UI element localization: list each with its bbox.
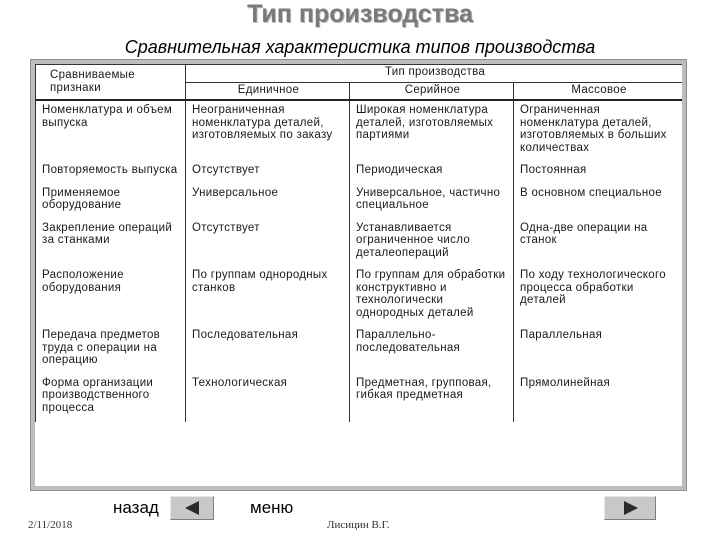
table-row bbox=[36, 158, 683, 181]
row-unit: Универсальное bbox=[186, 181, 350, 216]
slide-subtitle: Сравнительная характеристика типов производства bbox=[124, 37, 596, 57]
table-row bbox=[36, 323, 683, 371]
row-feature: Номенклатура и объем выпуска bbox=[36, 100, 186, 158]
table-row bbox=[36, 100, 683, 158]
table-row bbox=[36, 263, 683, 323]
arrow-right-icon bbox=[624, 501, 638, 515]
row-mass: Одна-две операции на станок bbox=[514, 216, 683, 264]
header-mass: Массовое bbox=[514, 82, 683, 100]
row-serial: Предметная, групповая, гибкая предметная bbox=[350, 371, 514, 423]
row-feature: Форма организации производственного процесса bbox=[36, 371, 186, 423]
back-button[interactable] bbox=[170, 496, 214, 520]
row-feature: Расположение оборудования bbox=[36, 263, 186, 323]
row-feature: Повторяемость выпуска bbox=[36, 158, 186, 181]
row-mass: Прямолинейная bbox=[514, 371, 683, 423]
menu-link[interactable]: меню bbox=[250, 498, 294, 517]
row-serial: Параллельно-последовательная bbox=[350, 323, 514, 371]
row-serial: Широкая номенклатура деталей, изготовляемых партиями bbox=[350, 100, 514, 158]
header-serial: Серийное bbox=[350, 82, 514, 100]
row-feature: Передача предметов труда с операции на операцию bbox=[36, 323, 186, 371]
row-serial: Периодическая bbox=[350, 158, 514, 181]
comparison-table-image bbox=[35, 64, 682, 486]
table-frame bbox=[30, 59, 687, 491]
slide-title: Тип производства bbox=[247, 0, 473, 28]
table-row bbox=[36, 181, 683, 216]
row-feature: Закрепление операций за станками bbox=[36, 216, 186, 264]
row-serial: Универсальное, частично специальное bbox=[350, 181, 514, 216]
row-serial: По группам для обработки конструктивно и технологически однородных деталей bbox=[350, 263, 514, 323]
row-unit: Последовательная bbox=[186, 323, 350, 371]
row-mass: Постоянная bbox=[514, 158, 683, 181]
header-type: Тип производства bbox=[186, 65, 683, 83]
slide-date: 2/11/2018 bbox=[28, 519, 73, 531]
row-unit: Отсутствует bbox=[186, 216, 350, 264]
header-unit: Единичное bbox=[186, 82, 350, 100]
author-name: Лисицин В.Г. bbox=[327, 519, 390, 531]
row-mass: В основном специальное bbox=[514, 181, 683, 216]
table-row bbox=[36, 371, 683, 423]
row-feature: Применяемое оборудование bbox=[36, 181, 186, 216]
back-link[interactable]: назад bbox=[113, 498, 159, 517]
row-unit: Отсутствует bbox=[186, 158, 350, 181]
row-serial: Устанавливается ограниченное число деталеопераций bbox=[350, 216, 514, 264]
header-feature: Сравниваемые признаки bbox=[36, 65, 186, 101]
row-mass: По ходу технологического процесса обработки деталей bbox=[514, 263, 683, 323]
arrow-left-icon bbox=[185, 501, 199, 515]
comparison-table bbox=[35, 64, 682, 422]
row-mass: Ограниченная номенклатура деталей, изготовляемых в больших количествах bbox=[514, 100, 683, 158]
next-button[interactable] bbox=[604, 496, 656, 520]
table-row bbox=[36, 216, 683, 264]
row-unit: Неограниченная номенклатура деталей, изготовляемых по заказу bbox=[186, 100, 350, 158]
row-unit: Технологическая bbox=[186, 371, 350, 423]
row-unit: По группам однородных станков bbox=[186, 263, 350, 323]
row-mass: Параллельная bbox=[514, 323, 683, 371]
